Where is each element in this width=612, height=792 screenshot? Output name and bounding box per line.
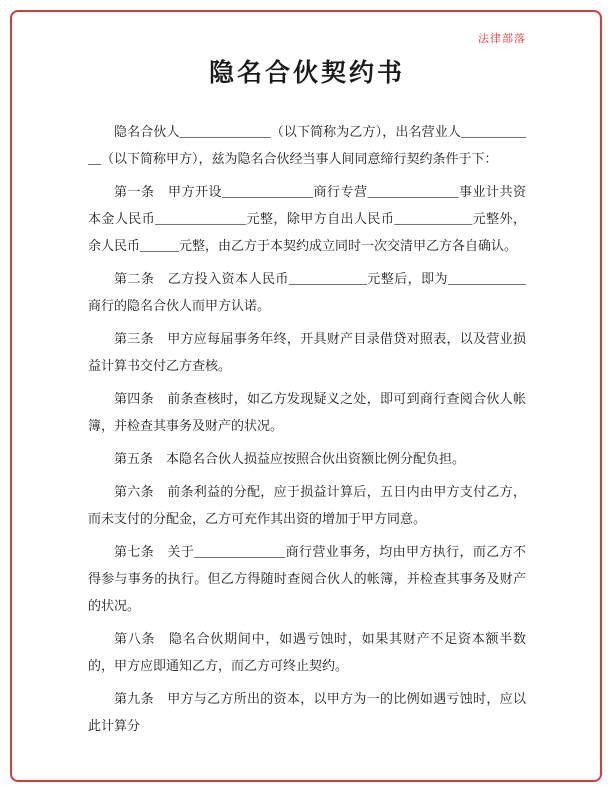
paragraph: 第二条 乙方投入资本人民币____________元整后，即为____________商行的隐名合伙人而甲方认诺。 [88,271,526,313]
document-title: 隐名合伙契约书 [208,60,405,87]
paragraph: 第八条 隐名合伙期间中，如遇亏蚀时，如果其财产不足资本额半数的，甲方应即通知乙方，而乙方可终止契约。 [88,631,526,673]
document-body [88,118,526,739]
paragraph: 第九条 甲方与乙方所出的资本，以甲方为一的比例如遇亏蚀时，应以此计算分 [88,691,526,733]
paragraph: 第四条 前条查核时，如乙方发现疑义之处，即可到商行查阅合伙人帐簿，并检查其事务及财产的状况。 [88,391,526,433]
page-border-frame [10,10,602,782]
paragraph: 第七条 关于______________商行营业事务，均由甲方执行，而乙方不得参与事务的执行。但乙方得随时查阅合伙人的帐簿，并检查其事务及财产的状况。 [88,544,526,613]
paragraph: 第三条 甲方应每届事务年终，开具财产目录借贷对照表，以及营业损益计算书交付乙方查核。 [88,331,526,373]
brand-label: 法律部落 [478,33,526,45]
paragraph: 第一条 甲方开设______________商行专营______________事业计共资本金人民币______________元整，除甲方自出人民币____________元整外，余人民币______元整，由乙方于本契约成立同时一次交清甲乙方各自确认。 [88,184,526,253]
paragraph: 隐名合伙人______________（以下简称为乙方），出名营业人____________（以下简称甲方），兹为隐名合伙经当事人间同意缔行契约条件于下： [88,124,526,166]
paragraph: 第五条 本隐名合伙人损益应按照合伙出资额比例分配负担。 [114,451,466,466]
paragraph: 第六条 前条利益的分配，应于损益计算后，五日内由甲方支付乙方，而未支付的分配金，乙方可充作其出资的增加于甲方同意。 [88,484,526,526]
